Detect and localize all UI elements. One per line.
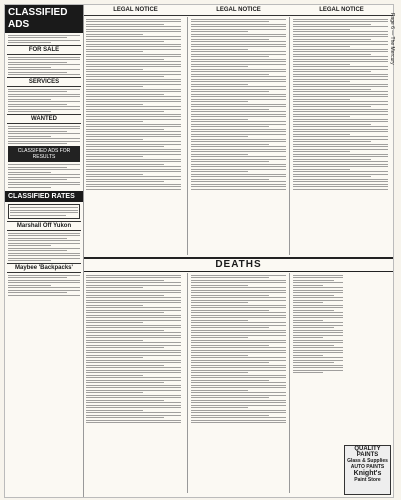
classified-rates-header: CLASSIFIED RATES — [5, 191, 83, 202]
services-text — [5, 89, 83, 113]
obituary-column-3 — [289, 273, 343, 493]
misc-text — [5, 164, 83, 188]
classified-results-ad: CLASSIFIED ADS FOR RESULTS — [8, 146, 80, 162]
wanted-header: WANTED — [7, 114, 81, 124]
legal-column-1 — [86, 17, 181, 255]
for-sale-header: FOR SALE — [7, 45, 81, 55]
legal-notice-label-3: LEGAL NOTICE — [319, 7, 364, 13]
maybee-header: Maybee 'Backpacks' — [7, 263, 81, 273]
services-header: SERVICES — [7, 77, 81, 87]
page-side-label: Page 6 — The Mercury — [389, 13, 395, 65]
for-sale-text — [5, 57, 83, 76]
marshall-text — [5, 233, 83, 262]
marshall-header: Marshall Off Yukon — [7, 221, 81, 231]
legal-notices-area — [84, 5, 393, 497]
paint-store-ad — [344, 445, 391, 495]
legal-column-3 — [289, 17, 388, 255]
obituary-column-2 — [187, 273, 286, 493]
legal-notice-headers — [84, 5, 393, 16]
classified-column — [5, 5, 84, 497]
ad-brand: Knight's — [353, 470, 382, 477]
legal-notice-label-1: LEGAL NOTICE — [113, 7, 158, 13]
deaths-banner: DEATHS — [84, 257, 393, 272]
rates-table — [8, 204, 80, 220]
classified-ads-header: CLASSIFIED ADS — [5, 5, 83, 33]
legal-column-2 — [187, 17, 286, 255]
obituary-column-1 — [86, 273, 181, 493]
maybee-text — [5, 275, 83, 296]
intro-text — [5, 35, 83, 44]
wanted-text — [5, 126, 83, 145]
legal-notice-label-2: LEGAL NOTICE — [216, 7, 261, 13]
ad-glass-supplies: Glass & Supplies — [347, 458, 388, 464]
ad-store: Paint Store — [354, 477, 381, 483]
ad-quality-paints: QUALITY PAINTS — [354, 446, 381, 458]
newspaper-page — [4, 4, 394, 498]
ad-auto-paints: AUTO PAINTS — [350, 464, 385, 470]
